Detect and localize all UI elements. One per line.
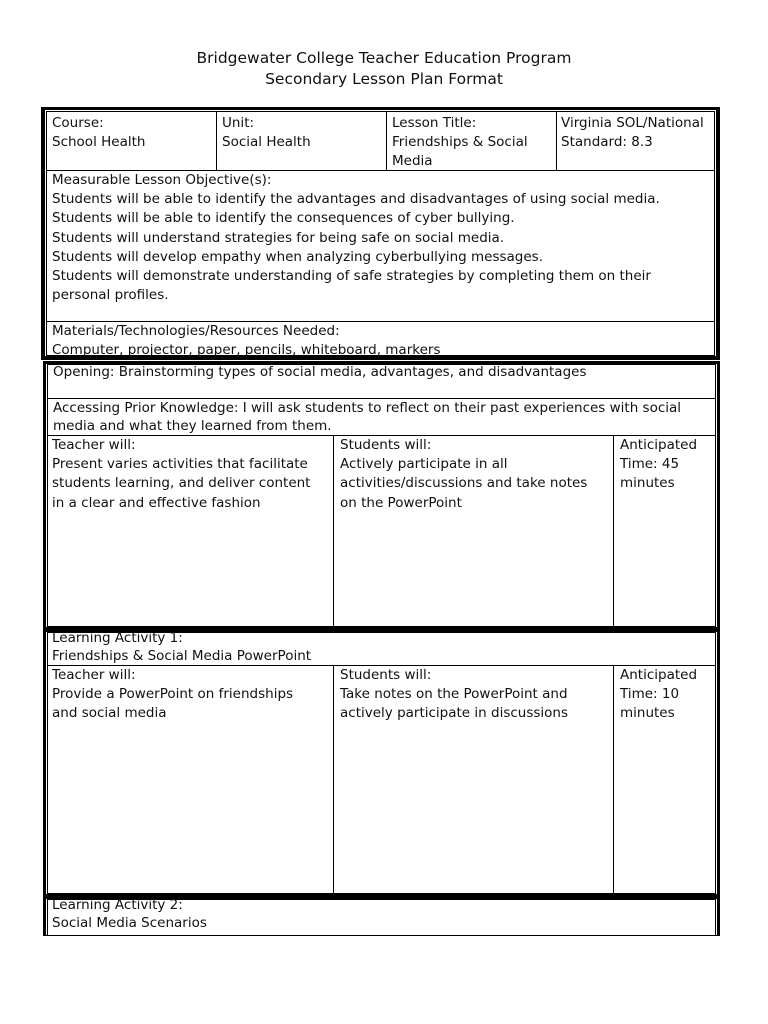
lesson-title-value-cont: Media — [392, 153, 433, 170]
activity1-teacher-cell — [48, 666, 333, 724]
opening-students-cell — [336, 436, 613, 513]
course-label: Course: — [52, 115, 104, 131]
lesson-title-value: Friendships & Social — [392, 134, 528, 151]
standard-cell — [558, 114, 718, 152]
lesson-title-cell — [388, 114, 556, 172]
materials-value: Computer, projector, paper, pencils, whiteboard, markers — [52, 342, 441, 359]
objective-item: Students will demonstrate understanding of safe strategies by completing them on their — [52, 268, 651, 285]
teacher-text: and social media — [52, 705, 167, 722]
activity2-header — [48, 896, 715, 933]
unit-cell — [218, 114, 386, 152]
activity1-title: Friendships & Social Media PowerPoint — [52, 648, 312, 665]
activity1-students-cell — [336, 666, 613, 724]
activity1-time-cell — [616, 666, 716, 724]
activity1-label: Learning Activity 1: — [52, 630, 183, 646]
teacher-label: Teacher will: — [52, 667, 136, 683]
teacher-text: Present varies activities that facilitate — [52, 456, 308, 473]
prior-knowledge-text-cont: media and what they learned from them. — [53, 418, 332, 435]
students-label: Students will: — [340, 667, 432, 683]
objective-item: personal profiles. — [52, 287, 169, 304]
teacher-text: in a clear and effective fashion — [52, 494, 261, 511]
standard-value: Standard: 8.3 — [561, 134, 653, 151]
students-label: Students will: — [340, 437, 432, 453]
time-text: Time: 45 — [620, 456, 680, 473]
objectives-cell — [48, 171, 715, 305]
materials-label: Materials/Technologies/Resources Needed: — [52, 323, 340, 339]
students-text: on the PowerPoint — [340, 494, 462, 511]
unit-label: Unit: — [222, 115, 255, 131]
time-text: Time: 10 — [620, 686, 680, 703]
materials-cell — [48, 322, 715, 360]
prior-knowledge-text: Accessing Prior Knowledge: I will ask students to reflect on their past experiences with social — [53, 400, 682, 416]
opening-teacher-cell — [48, 436, 333, 513]
students-text: actively participate in discussions — [340, 705, 569, 722]
objective-item: Students will be able to identify the advantages and disadvantages of using social media. — [52, 191, 660, 208]
course-value: School Health — [52, 134, 146, 151]
document-subtitle: Secondary Lesson Plan Format — [265, 70, 503, 88]
objectives-label: Measurable Lesson Objective(s): — [52, 172, 272, 188]
time-text: Anticipated — [620, 667, 698, 683]
activity2-title: Social Media Scenarios — [52, 915, 207, 932]
prior-knowledge-cell — [49, 399, 716, 436]
students-text: activities/discussions and take notes — [340, 475, 588, 492]
activity1-header — [48, 629, 715, 666]
time-text: minutes — [620, 705, 675, 722]
document-title: Bridgewater College Teacher Education Program — [196, 49, 572, 67]
time-text: Anticipated — [620, 437, 698, 453]
students-text: Take notes on the PowerPoint and — [340, 686, 568, 703]
course-cell — [48, 114, 216, 152]
activity2-label: Learning Activity 2: — [52, 897, 183, 913]
teacher-text: students learning, and deliver content — [52, 475, 311, 492]
time-text: minutes — [620, 475, 675, 492]
standard-label: Virginia SOL/National — [561, 115, 704, 131]
opening-time-cell — [616, 436, 716, 494]
teacher-label: Teacher will: — [52, 437, 136, 453]
students-text: Actively participate in all — [340, 456, 508, 473]
opening-text: Opening: Brainstorming types of social media, advantages, and disadvantages — [53, 364, 587, 380]
unit-value: Social Health — [222, 134, 311, 151]
objective-item: Students will be able to identify the consequences of cyber bullying. — [52, 210, 515, 227]
lesson-title-label: Lesson Title: — [392, 115, 477, 131]
objective-item: Students will understand strategies for being safe on social media. — [52, 229, 505, 246]
teacher-text: Provide a PowerPoint on friendships — [52, 686, 294, 703]
objective-item: Students will develop empathy when analyzing cyberbullying messages. — [52, 248, 543, 265]
